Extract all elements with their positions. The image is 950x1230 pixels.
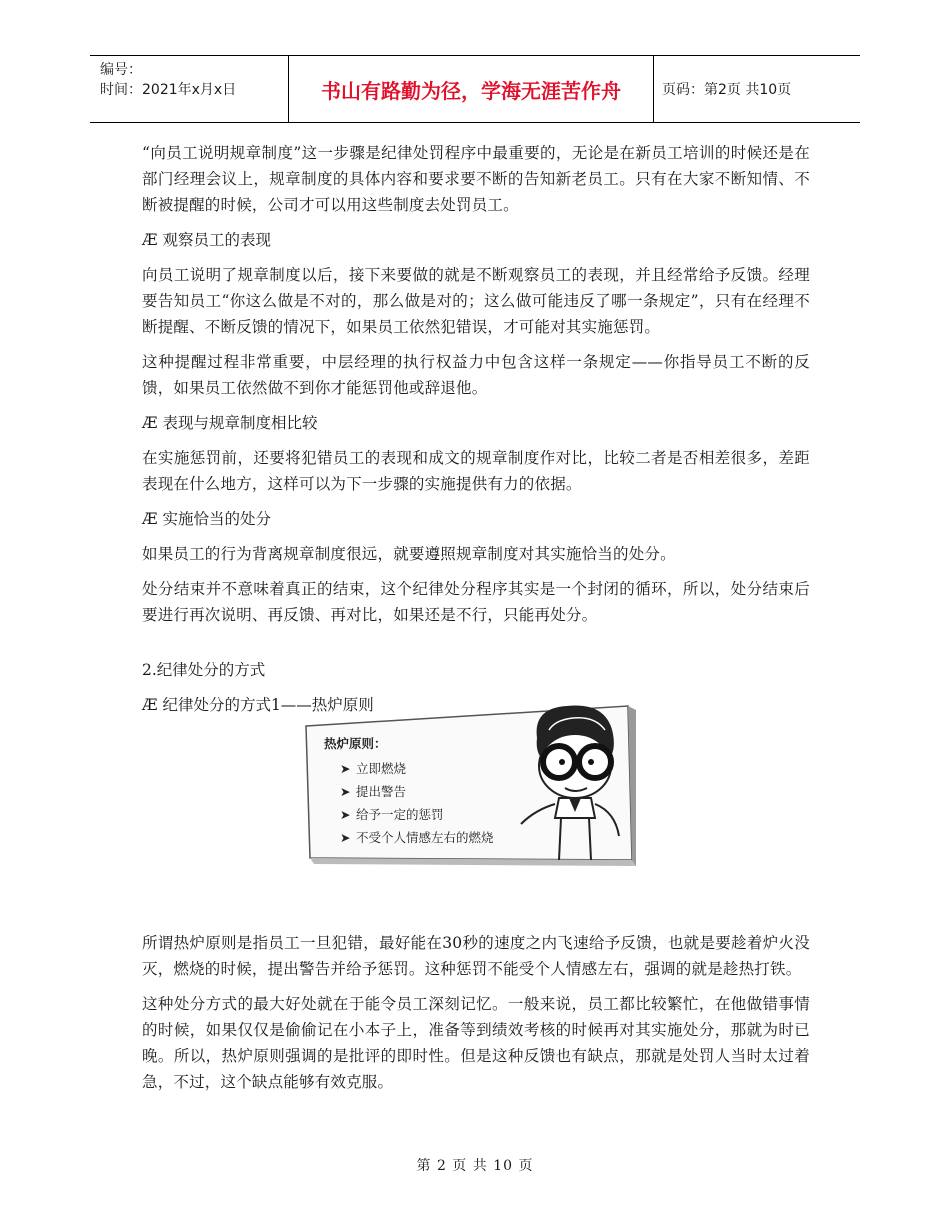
- paragraph: “向员工说明规章制度”这一步骤是纪律处罚程序中最重要的，无论是在新员工培训的时候还是在部门经理会议上，规章制度的具体内容和要求要不断的告知新老员工。只有在大家不断知情、不断被提醒的时候，公司才可以用这些制度去处罚员工。: [142, 144, 810, 214]
- header-page-info: 页码：第2页 共10页: [662, 82, 792, 98]
- header-motto: 书山有路勤为径，学海无涯苦作舟: [288, 56, 654, 122]
- subheading: Æ 表现与规章制度相比较: [142, 414, 318, 432]
- paragraph: 这种处分方式的最大好处就在于能令员工深刻记忆。一般来说，员工都比较繁忙，在他做错事情的时候，如果仅仅是偷偷记在小本子上，准备等到绩效考核的时候再对其实施处分，那就为时已晚。所以，热炉原则强调的是批评的即时性。但是这种反馈也有缺点，那就是处罚人当时太过着急，不过，这个缺点能够有效克服。: [142, 995, 810, 1091]
- paragraph: 这种提醒过程非常重要，中层经理的执行权益力中包含这样一条规定——你指导员工不断的反馈，如果员工依然做不到你才能惩罚他或辞退他。: [142, 353, 810, 397]
- body-text: [142, 140, 810, 727]
- figure-title: 热炉原则：: [324, 736, 387, 751]
- figure-item: 立即燃烧: [356, 761, 407, 776]
- subheading: Æ 观察员工的表现: [142, 231, 271, 249]
- page-footer: 第 2 页 共 10 页: [416, 1158, 534, 1174]
- arrow-icon: ➤: [340, 807, 351, 822]
- paragraph: 向员工说明了规章制度以后，接下来要做的就是不断观察员工的表现，并且经常给予反馈。经理要告知员工“你这么做是不对的，那么做是对的；这么做可能违反了哪一条规定”，只有在经理不断提醒、不断反馈的情况下，如果员工依然犯错误，才可能对其实施惩罚。: [142, 266, 810, 336]
- time-label: 时间：2021年x月x日: [100, 82, 237, 98]
- body-text-2: [142, 930, 810, 1104]
- subheading: Æ 实施恰当的处分: [142, 510, 271, 528]
- paragraph: 所谓热炉原则是指员工一旦犯错，最好能在30秒的速度之内飞速给予反馈，也就是要趁着炉火没灭，燃烧的时候，提出警告并给予惩罚。这种惩罚不能受个人情感左右，强调的就是趁热打铁。: [142, 934, 810, 978]
- hot-stove-figure: [300, 700, 645, 880]
- section-heading: 2.纪律处分的方式: [142, 661, 266, 679]
- hot-stove-illustration: [300, 700, 645, 880]
- arrow-icon: ➤: [340, 784, 351, 799]
- paragraph: 处分结束并不意味着真正的结束，这个纪律处分程序其实是一个封闭的循环，所以，处分结束后要进行再次说明、再反馈、再对比，如果还是不行，只能再处分。: [142, 580, 810, 624]
- figure-item: 不受个人情感左右的燃烧: [356, 830, 494, 845]
- header-meta: [100, 60, 288, 118]
- page-header: [90, 55, 860, 123]
- subheading: Æ 纪律处分的方式1——热炉原则: [142, 696, 374, 714]
- arrow-icon: ➤: [340, 830, 351, 845]
- paragraph: 在实施惩罚前，还要将犯错员工的表现和成文的规章制度作对比，比较二者是否相差很多，差距表现在什么地方，这样可以为下一步骤的实施提供有力的依据。: [142, 449, 810, 493]
- number-label: 编号：: [100, 62, 142, 78]
- figure-item: 提出警告: [356, 784, 407, 799]
- figure-item: 给予一定的惩罚: [356, 807, 444, 822]
- arrow-icon: ➤: [340, 761, 351, 776]
- paragraph: 如果员工的行为背离规章制度很远，就要遵照规章制度对其实施恰当的处分。: [142, 545, 676, 563]
